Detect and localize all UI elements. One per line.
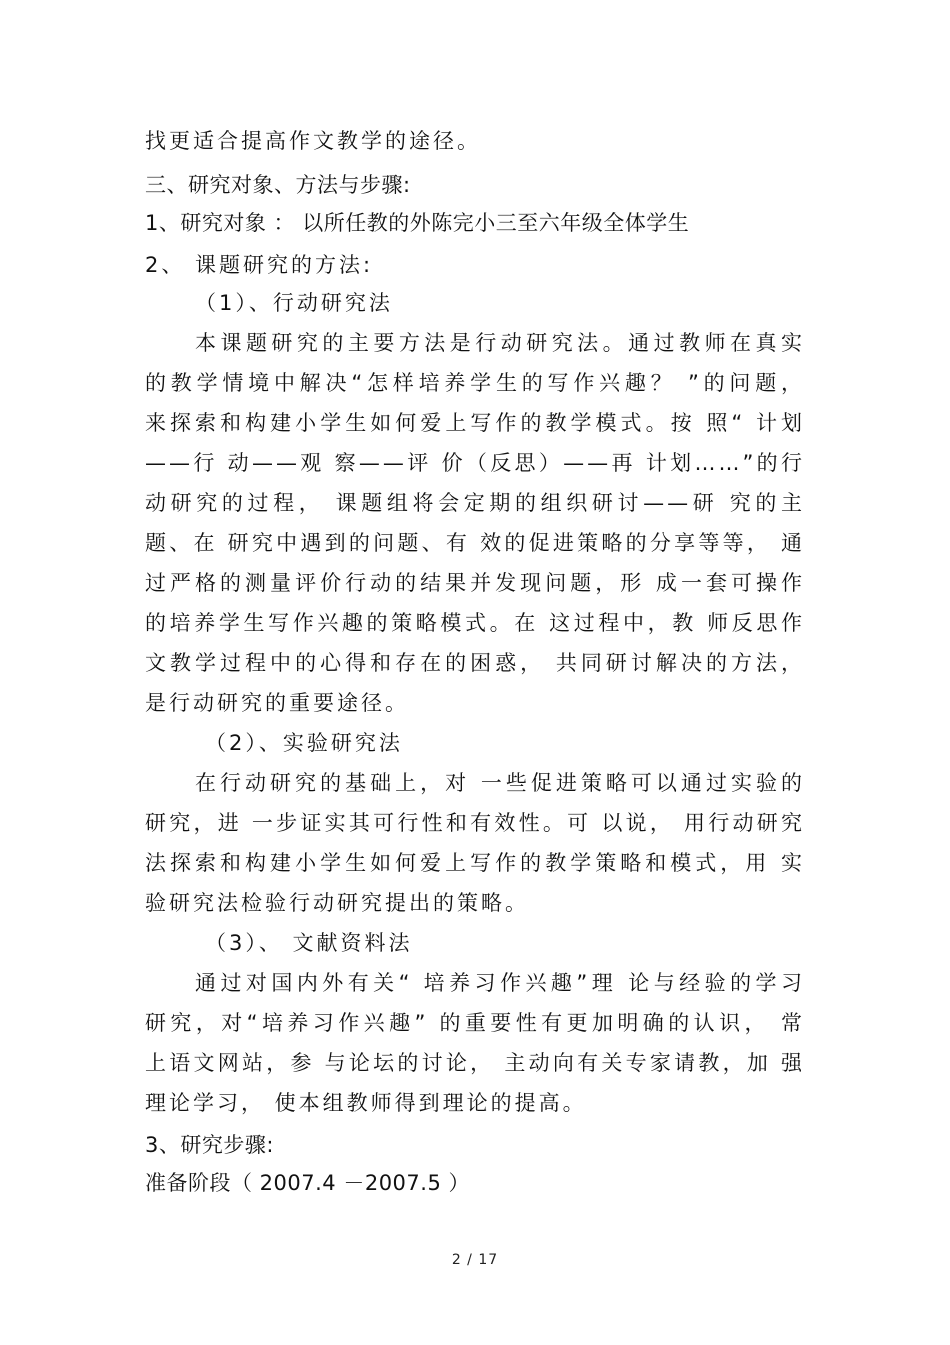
paragraph-line: 来探索和构建小学生如何爱上写作的教学模式。按 照“ 计划: [145, 411, 805, 435]
paragraph-line: 本课题研究的主要方法是行动研究法。通过教师在真实: [195, 331, 805, 355]
paragraph-line: 上语文网站，参 与论坛的讨论， 主动向有关专家请教，加 强: [145, 1051, 805, 1075]
paragraph-line: 研究，进 一步证实其可行性和有效性。可 以说， 用行动研究: [145, 811, 805, 835]
paragraph-line: 的教学情境中解决“怎样培养学生的写作兴趣？ ”的问题，: [145, 371, 805, 395]
paragraph-line: 准备阶段（ 2007.4 －2007.5 ）: [145, 1171, 470, 1195]
paragraph-line: 是行动研究的重要途径。: [145, 691, 409, 715]
subsection-heading: 3、研究步骤:: [145, 1133, 274, 1157]
paragraph-line: 研究，对“培养习作兴趣” 的重要性有更加明确的认识， 常: [145, 1011, 805, 1035]
paragraph-line: 题、在 研究中遇到的问题、有 效的促进策略的分享等等， 通: [145, 531, 805, 555]
paragraph-line: ——行 动——观 察——评 价（反思）——再 计划……”的行: [145, 451, 805, 475]
paragraph-line: 理论学习， 使本组教师得到理论的提高。: [145, 1091, 587, 1115]
section-heading: 三、研究对象、方法与步骤:: [145, 173, 411, 197]
paragraph-line: 文教学过程中的心得和存在的困惑， 共同研讨解决的方法，: [145, 651, 805, 675]
paragraph-line: 通过对国内外有关“ 培养习作兴趣”理 论与经验的学习: [195, 971, 805, 995]
paragraph-line: 在行动研究的基础上，对 一些促进策略可以通过实验的: [195, 771, 805, 795]
method-heading: （1）、行动研究法: [195, 291, 393, 315]
subsection-heading: 1、研究对象 ： 以所任教的外陈完小三至六年级全体学生: [145, 211, 690, 235]
paragraph-line: 动研究的过程， 课题组将会定期的组织研讨——研 究的主: [145, 491, 805, 515]
method-heading: （3）、 文献资料法: [205, 931, 413, 955]
paragraph-line: 过严格的测量评价行动的结果并发现问题，形 成一套可操作: [145, 571, 805, 595]
paragraph-line: 验研究法检验行动研究提出的策略。: [145, 891, 529, 915]
method-heading: （2）、实验研究法: [205, 731, 403, 755]
paragraph-line: 的培养学生写作兴趣的策略模式。在 这过程中，教 师反思作: [145, 611, 805, 635]
paragraph-line: 找更适合提高作文教学的途径。: [145, 129, 481, 153]
page-indicator: 2 / 17: [451, 1252, 499, 1268]
paragraph-line: 法探索和构建小学生如何爱上写作的教学策略和模式，用 实: [145, 851, 805, 875]
subsection-heading: 2、 课题研究的方法:: [145, 253, 374, 277]
